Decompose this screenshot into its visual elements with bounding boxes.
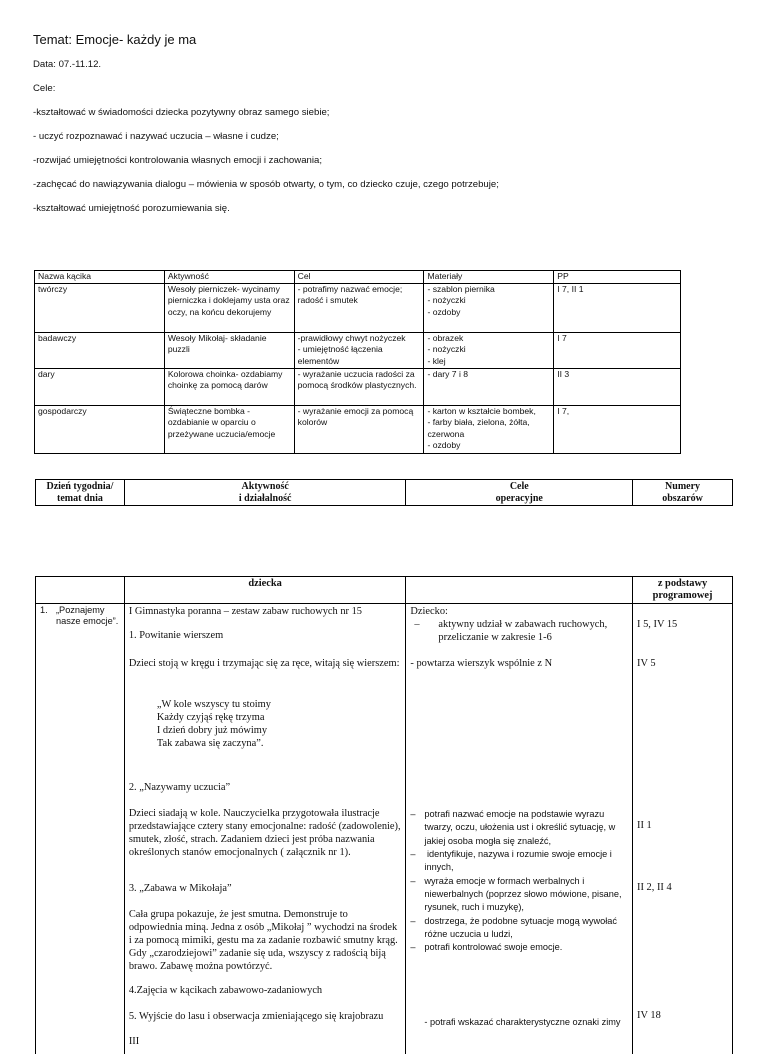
- table-cell: I 7, II 1: [554, 283, 681, 332]
- column-header: dziecka: [124, 577, 406, 604]
- dash-bullet: –: [410, 875, 416, 886]
- table-cell: - wyrażanie uczucia radości za pomocą środków plastycznych.: [294, 368, 424, 405]
- activity-paragraph: Cała grupa pokazuje, że jest smutna. Demonstruje to odpowiednia miną. Jedna z osób „Mikołaj ” wychodzi na środek i za pomocą mimiki, gestu ma za zadanie rozbawić smutny krąg. Gdy „czarodziejowi” zadanie się uda, wszyscy z radością biją brawo. Zabawę można powtórzyć.: [128, 908, 398, 972]
- goal-list-item: [410, 808, 628, 848]
- activity-paragraph: Dzieci stoją w kręgu i trzymając się za ręce, witają się wierszem:: [128, 657, 400, 669]
- goal-item: -zachęcać do nawiązywania dialogu – mówienia w sposób otwarty, o tym, co dziecko czuje, czego potrzebuje;: [33, 179, 499, 191]
- dash-bullet: –: [410, 915, 416, 926]
- column-header: PP: [554, 271, 681, 284]
- table-header-row: [36, 480, 733, 506]
- activity-paragraph: III: [128, 1035, 140, 1047]
- column-header: [36, 577, 125, 604]
- day-topic: „Poznajemy nasze emocje”.: [56, 604, 119, 627]
- goals-label: Cele:: [33, 83, 56, 95]
- day-topic-cell: [36, 603, 125, 1054]
- goal-list-item: [410, 941, 628, 954]
- goal-item: -kształtować umiejętność porozumiewania się.: [33, 203, 230, 215]
- table-cell: Wesoły Mikołaj- składanie puzzli: [164, 332, 294, 368]
- column-header: Dzień tygodnia/ temat dnia: [36, 480, 125, 506]
- table-cell: - karton w kształcie bombek, - farby biała, zielona, żółta, czerwona - ozdoby: [424, 405, 554, 453]
- goals-cell: [406, 603, 633, 1054]
- column-header: Cel: [294, 271, 424, 284]
- activity-cell: [124, 603, 406, 1054]
- goal-item: [410, 618, 628, 644]
- poem: „W kole wszyscy tu stoimy Każdy czyjąś rękę trzyma I dzień dobry już mówimy Tak zabawa się zaczyna”.: [156, 698, 271, 749]
- table-cell: - dary 7 i 8: [424, 368, 554, 405]
- day-number: 1.: [40, 604, 48, 615]
- table-row: [36, 603, 733, 1054]
- goal-item: - uczyć rozpoznawać i nazywać uczucia – własne i cudze;: [33, 131, 279, 143]
- areas-cell: [633, 603, 733, 1054]
- area-number: I 5, IV 15: [637, 618, 678, 630]
- goal-item: -kształtować w świadomości dziecka pozytywny obraz samego siebie;: [33, 107, 330, 119]
- table-cell: I 7,: [554, 405, 681, 453]
- column-header: Cele operacyjne: [406, 480, 633, 506]
- date-line: Data: 07.-11.12.: [33, 59, 102, 70]
- goal-list-item: [410, 848, 628, 875]
- table-cell: badawczy: [35, 332, 165, 368]
- table-cell: Kolorowa choinka- ozdabiamy choinkę za pomocą darów: [164, 368, 294, 405]
- table-cell: dary: [35, 368, 165, 405]
- column-header: Aktywność i działalność: [124, 480, 406, 506]
- day-plan-header-table: [35, 479, 733, 506]
- area-number: IV 18: [637, 1009, 661, 1021]
- activity-paragraph: 5. Wyjście do lasu i obserwacja zmieniającego się krajobrazu: [128, 1010, 384, 1022]
- table-cell: I 7: [554, 332, 681, 368]
- area-number: II 1: [637, 819, 652, 831]
- page-title: Temat: Emocje- każdy je ma: [33, 32, 197, 47]
- table-cell: -prawidłowy chwyt nożyczek - umiejętność łączenia elementów: [294, 332, 424, 368]
- table-cell: gospodarczy: [35, 405, 165, 453]
- dash-bullet: –: [410, 848, 416, 859]
- table-cell: Świąteczne bombka - ozdabianie w oparciu o przeżywane uczucia/emocje: [164, 405, 294, 453]
- activity-paragraph: 1. Powitanie wierszem: [128, 629, 224, 641]
- table-row: [35, 332, 681, 368]
- dash-bullet: –: [410, 942, 416, 953]
- goal-list: [410, 808, 628, 955]
- column-header: z podstawy programowej: [633, 577, 733, 604]
- day-plan-table: [35, 576, 733, 1054]
- activity-paragraph: 4.Zajęcia w kącikach zabawowo-zadaniowych: [128, 984, 323, 996]
- goal-item: -rozwijać umiejętności kontrolowania własnych emocji i zachowania;: [33, 155, 323, 167]
- table-row: [35, 405, 681, 453]
- goal-list-item: [410, 875, 628, 915]
- table-cell: - wyrażanie emocji za pomocą kolorów: [294, 405, 424, 453]
- column-header: Numery obszarów: [633, 480, 733, 506]
- document-header: [33, 32, 733, 227]
- table-header-row: [36, 577, 733, 604]
- column-header: Aktywność: [164, 271, 294, 284]
- column-header: Materiały: [424, 271, 554, 284]
- table-cell: - szablon piernika - nożyczki - ozdoby: [424, 283, 554, 332]
- table-cell: twórczy: [35, 283, 165, 332]
- column-header: Nazwa kącika: [35, 271, 165, 284]
- table-cell: II 3: [554, 368, 681, 405]
- dash-bullet: –: [414, 618, 420, 630]
- table-cell: Wesoły pierniczek- wycinamy pierniczka i doklejamy usta oraz oczy, na końcu dekorujemy: [164, 283, 294, 332]
- corners-table: [34, 270, 681, 454]
- goal-text: potrafi kontrolować swoje emocje.: [424, 942, 563, 953]
- dash-bullet: –: [410, 808, 416, 819]
- goal-text: wyraża emocje w formach werbalnych i niewerbalnych (poprzez słowo mówione, pisane, rysunek, ruch i muzykę),: [424, 875, 622, 913]
- goal-item: - powtarza wierszyk wspólnie z N: [410, 657, 553, 669]
- table-cell: - potrafimy nazwać emocje; radość i smutek: [294, 283, 424, 332]
- goal-list-item: [410, 915, 628, 942]
- goal-text: aktywny udział w zabawach ruchowych, przeliczanie w zakresie 1-6: [438, 618, 608, 643]
- column-header: [406, 577, 633, 604]
- activity-paragraph: Dzieci siadają w kole. Nauczycielka przygotowała ilustracje przedstawiające cztery stany emocjonalne: radość (zadowolenie), smutek, złość, strach. Zadaniem dzieci jest próba nazwania określonych stanów emocjonalnych ( załącznik nr 1).: [128, 807, 401, 858]
- table-row: [35, 368, 681, 405]
- goal-item: - potrafi wskazać charakterystyczne oznaki zimy: [424, 1016, 621, 1027]
- goal-text: dostrzega, że podobne sytuacje mogą wywołać różne uczucia u ludzi,: [424, 915, 617, 939]
- activity-paragraph: 2. „Nazywamy uczucia”: [128, 781, 231, 793]
- table-cell: - obrazek - nożyczki - klej: [424, 332, 554, 368]
- table-row: [35, 283, 681, 332]
- activity-paragraph: 3. „Zabawa w Mikołaja”: [128, 882, 232, 894]
- table-header-row: [35, 271, 681, 284]
- area-number: IV 5: [637, 657, 656, 669]
- area-number: II 2, II 4: [637, 881, 672, 893]
- goal-text: potrafi nazwać emocje na podstawie wyrazu twarzy, oczu, ułożenia ust i określić sytuację, w jakiej osoba mogła się znaleźć,: [424, 808, 616, 846]
- goals-intro: Dziecko:: [410, 605, 448, 617]
- activity-paragraph: I Gimnastyka poranna – zestaw zabaw ruchowych nr 15: [128, 605, 362, 617]
- goal-text: identyfikuje, nazywa i rozumie swoje emocje i innych,: [424, 848, 612, 873]
